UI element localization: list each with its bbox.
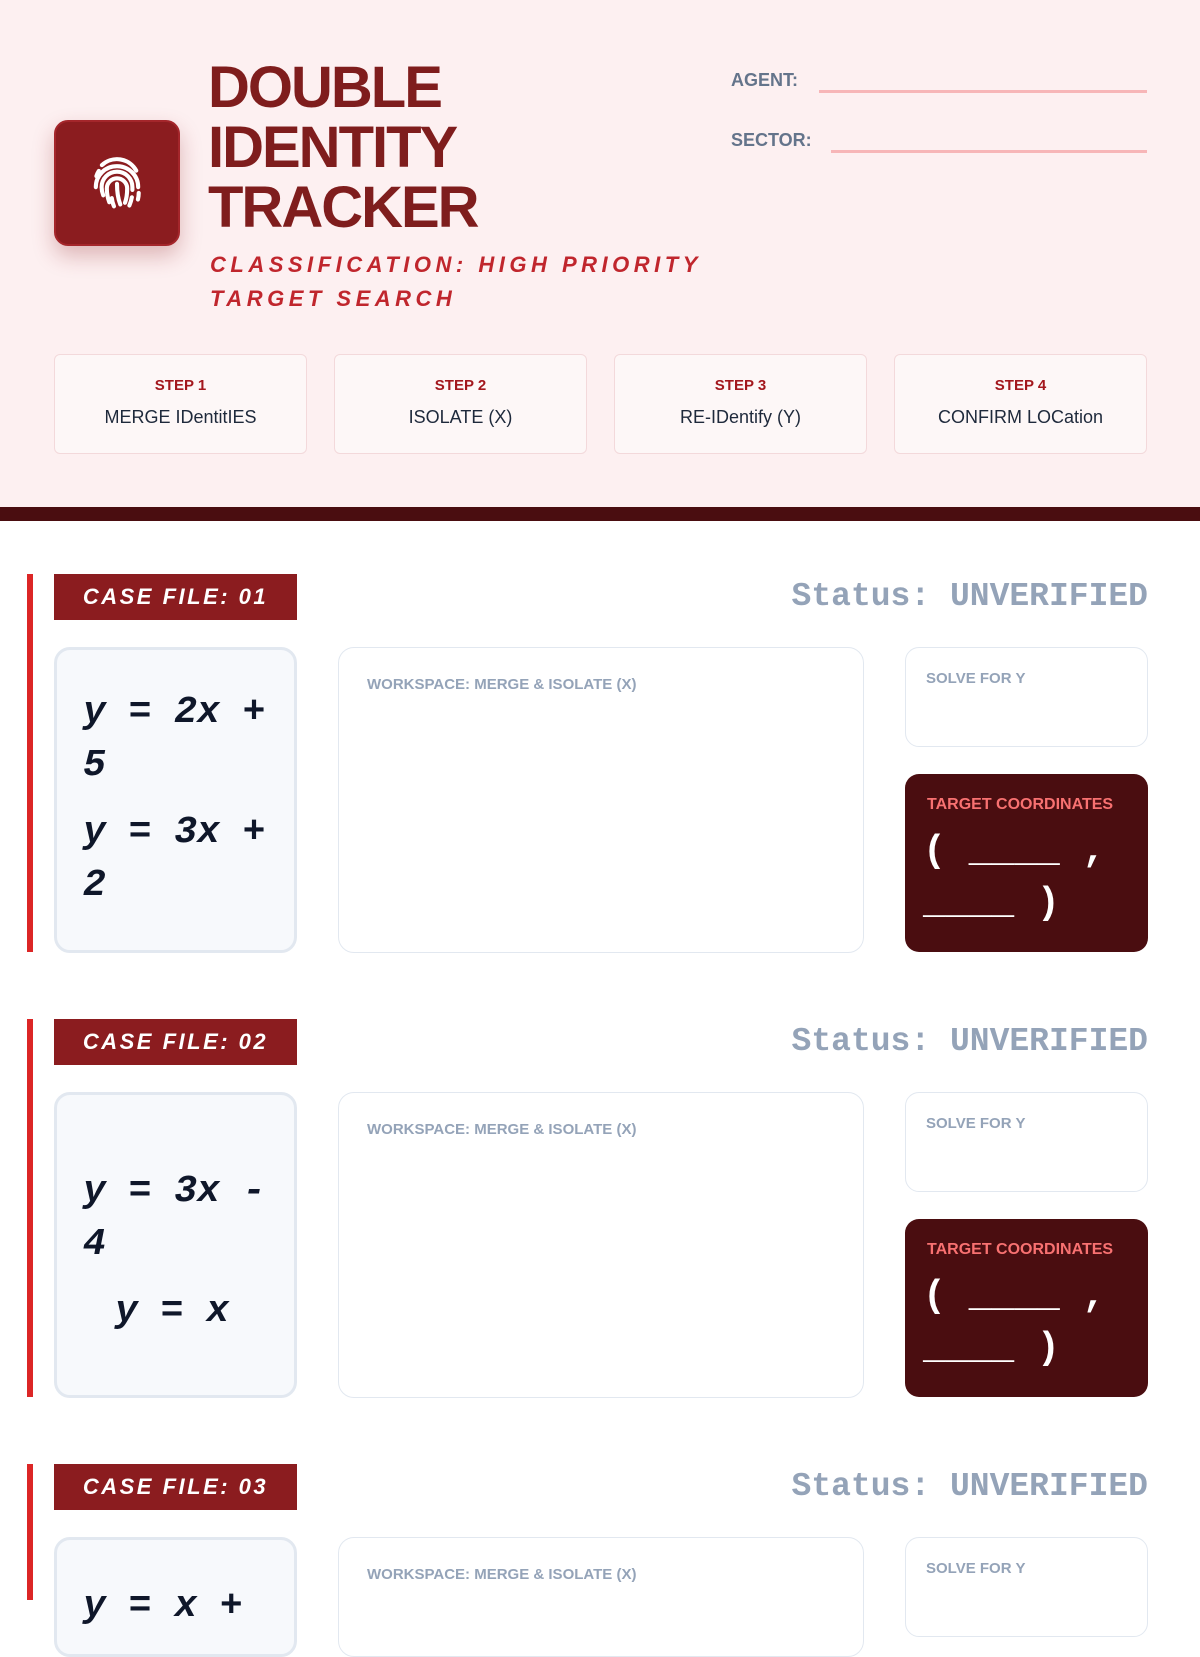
step-number: STEP 4 xyxy=(994,377,1047,394)
agent-field[interactable] xyxy=(819,90,1147,93)
step-number: STEP 1 xyxy=(154,377,207,394)
solve-label: SOLVE FOR Y xyxy=(926,1560,1026,1577)
workspace-area[interactable] xyxy=(338,1092,864,1398)
equations-box xyxy=(54,1537,297,1657)
case-status: Status: UNVERIFIED xyxy=(791,1468,1148,1505)
sector-label: SECTOR: xyxy=(731,130,812,150)
step-label: CONFIRM LOCation xyxy=(937,407,1104,427)
steps-row xyxy=(54,354,1148,454)
agent-label: AGENT: xyxy=(731,70,798,90)
target-coordinates-box[interactable] xyxy=(905,774,1148,952)
step-label: RE-IDentify (Y) xyxy=(679,407,802,427)
solve-label: SOLVE FOR Y xyxy=(926,670,1026,687)
case-file-2 xyxy=(0,1019,1200,1399)
logo-badge xyxy=(54,120,180,246)
header-divider xyxy=(0,507,1200,521)
step-label: ISOLATE (X) xyxy=(408,407,513,427)
workspace-area[interactable] xyxy=(338,647,864,953)
equations-box xyxy=(54,647,297,953)
solve-for-y-box[interactable] xyxy=(905,1092,1148,1192)
case-accent-bar xyxy=(27,1464,33,1600)
fingerprint-icon xyxy=(84,150,150,216)
coords-label: TARGET COORDINATES xyxy=(927,1241,1114,1258)
title-line: TRACKER xyxy=(208,175,478,240)
solve-label: SOLVE FOR Y xyxy=(926,1115,1026,1132)
target-coordinates-box[interactable] xyxy=(905,1219,1148,1397)
coords-answer: ( ____ , ____ ) xyxy=(923,1275,1129,1370)
equation: y = x + xyxy=(83,1585,243,1628)
step-card-4 xyxy=(894,354,1147,454)
solve-for-y-box[interactable] xyxy=(905,1537,1148,1637)
step-number: STEP 2 xyxy=(434,377,487,394)
classification-subtitle: CLASSIFICATION: HIGH PRIORITY TARGET SEARCH xyxy=(210,252,702,311)
sector-field[interactable] xyxy=(831,150,1147,153)
equations-box xyxy=(54,1092,297,1398)
case-status: Status: UNVERIFIED xyxy=(791,1023,1148,1060)
title-line: IDENTITY xyxy=(208,115,457,180)
case-tag: CASE FILE: 01 xyxy=(54,574,297,620)
case-file-3 xyxy=(0,1464,1200,1628)
case-tag: CASE FILE: 02 xyxy=(54,1019,297,1065)
case-tag: CASE FILE: 03 xyxy=(54,1464,297,1510)
coords-label: TARGET COORDINATES xyxy=(927,796,1114,813)
equation: y = 3x - 4 xyxy=(83,1170,289,1266)
step-label: MERGE IDentitIES xyxy=(104,407,257,427)
step-card-2 xyxy=(334,354,587,454)
workspace-label: WORKSPACE: MERGE & ISOLATE (X) xyxy=(367,1566,637,1583)
case-accent-bar xyxy=(27,1019,33,1397)
workspace-label: WORKSPACE: MERGE & ISOLATE (X) xyxy=(367,676,637,693)
workspace-area[interactable] xyxy=(338,1537,864,1657)
step-number: STEP 3 xyxy=(714,377,767,394)
title-line: DOUBLE xyxy=(208,55,441,120)
step-card-1 xyxy=(54,354,307,454)
page-title xyxy=(208,55,628,240)
workspace-label: WORKSPACE: MERGE & ISOLATE (X) xyxy=(367,1121,637,1138)
coords-answer: ( ____ , ____ ) xyxy=(923,830,1129,925)
case-accent-bar xyxy=(27,574,33,952)
equation: y = x xyxy=(115,1290,230,1333)
equation: y = 2x + 5 xyxy=(83,691,289,787)
step-card-3 xyxy=(614,354,867,454)
equation: y = 3x + 2 xyxy=(83,811,289,907)
solve-for-y-box[interactable] xyxy=(905,647,1148,747)
case-status: Status: UNVERIFIED xyxy=(791,578,1148,615)
case-file-1 xyxy=(0,574,1200,954)
worksheet-header xyxy=(0,0,1200,507)
